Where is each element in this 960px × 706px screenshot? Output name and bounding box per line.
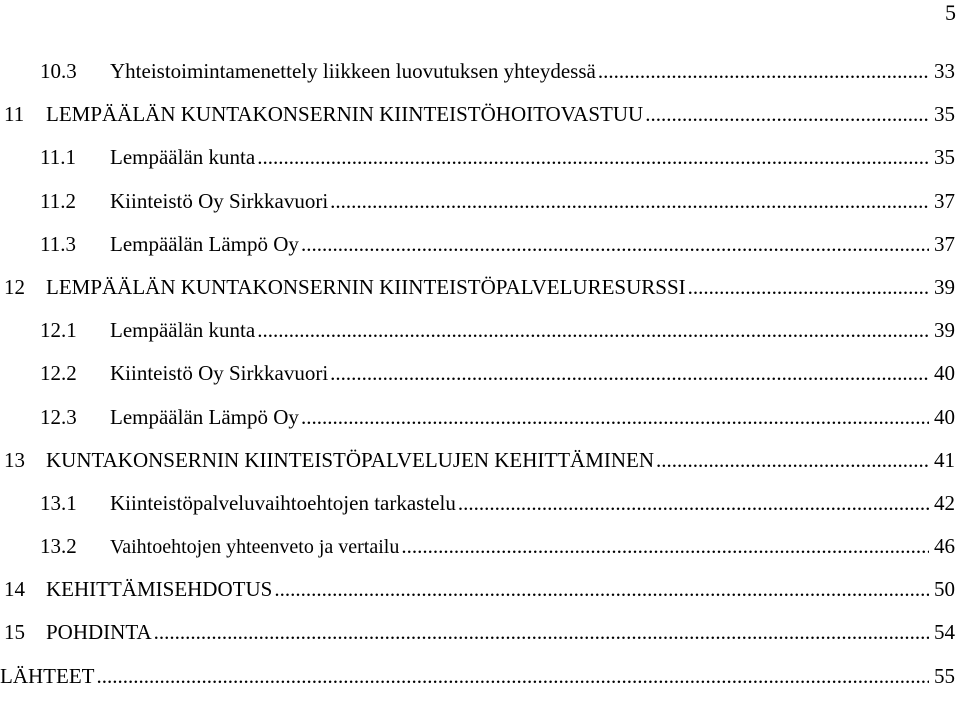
toc-entry-title: Kiinteistöpalveluvaihtoehtojen tarkastelu [110, 490, 456, 515]
dot-leader [154, 619, 929, 645]
dot-leader [257, 144, 929, 170]
toc-entry-number: 15 [4, 620, 25, 645]
toc-entry-11-2[interactable] [0, 188, 955, 231]
dot-leader [301, 404, 929, 430]
toc-entry-11-1[interactable] [0, 144, 955, 187]
toc-entry-number: 14 [4, 577, 25, 602]
toc-entry-12-1[interactable] [0, 317, 955, 360]
toc-entry-page: 37 [934, 188, 955, 213]
toc-entry-12-3[interactable] [0, 404, 955, 447]
toc-entry-number: 11.2 [40, 188, 76, 213]
toc-entry-page: 41 [934, 447, 955, 472]
toc-entry-title: Lempäälän kunta [110, 318, 256, 343]
toc-entry-15[interactable] [0, 619, 955, 662]
toc-entry-number: 13.1 [40, 490, 77, 515]
toc-entry-number: 12.3 [40, 404, 77, 429]
toc-entry-title: LEMPÄÄLÄN KUNTAKONSERNIN KIINTEISTÖHOITOVASTUU [46, 102, 644, 127]
toc-entry-page: 50 [934, 577, 955, 602]
toc-entry-page: 40 [934, 361, 955, 386]
toc-entry-number: 11 [4, 102, 25, 127]
toc-entry-number: 11.3 [40, 231, 76, 256]
dot-leader [257, 317, 929, 343]
toc-entry-number: 13 [4, 447, 25, 472]
dot-leader [330, 360, 929, 386]
toc-entry-page: 46 [934, 534, 955, 559]
toc-entry-title: Lempäälän Lämpö Oy [110, 404, 299, 429]
toc-entry-12-2[interactable] [0, 360, 955, 403]
toc-entry-title: KEHITTÄMISEHDOTUS [46, 577, 273, 602]
toc-entry-title: KUNTAKONSERNIN KIINTEISTÖPALVELUJEN KEHITTÄMINEN [46, 447, 655, 472]
dot-leader [656, 447, 929, 473]
toc-entry-number: 10.3 [40, 59, 77, 83]
toc-entry-page: 55 [934, 663, 955, 688]
toc-entry-number: 13.2 [40, 534, 77, 559]
toc-entry-page: 37 [934, 231, 955, 256]
table-of-contents [0, 58, 955, 706]
toc-entry-page: 35 [934, 145, 955, 170]
toc-entry-title: Kiinteistö Oy Sirkkavuori [110, 361, 329, 386]
dot-leader [645, 101, 929, 127]
toc-entry-11-3[interactable] [0, 231, 955, 274]
dot-leader [96, 663, 929, 689]
toc-entry-13-2[interactable] [0, 533, 955, 576]
toc-entry-title: Vaihtoehtojen yhteenveto ja vertailu [110, 536, 400, 559]
toc-entry-title: Lempäälän kunta [110, 145, 256, 170]
dot-leader [330, 188, 929, 214]
toc-entry-title: POHDINTA [46, 620, 152, 645]
toc-entry-page: 35 [934, 102, 955, 127]
toc-entry-page: 33 [934, 59, 955, 83]
dot-leader [688, 274, 929, 300]
toc-entry-13-1[interactable] [0, 490, 955, 533]
toc-entry-number: 12 [4, 274, 25, 299]
toc-entry-title: Yhteistoimintamenettely liikkeen luovutuksen yhteydessä [110, 59, 596, 83]
page-number: 5 [945, 0, 956, 25]
dot-leader [458, 490, 929, 516]
toc-entry-page: 42 [934, 490, 955, 515]
dot-leader [274, 576, 929, 602]
toc-entry-11[interactable] [0, 101, 955, 144]
toc-entry-title: Kiinteistö Oy Sirkkavuori [110, 188, 329, 213]
toc-entry-14[interactable] [0, 576, 955, 619]
toc-entry-page: 39 [934, 318, 955, 343]
toc-entry-12[interactable] [0, 274, 955, 317]
toc-entry-10-3[interactable] [0, 58, 955, 101]
toc-entry-title: LEMPÄÄLÄN KUNTAKONSERNIN KIINTEISTÖPALVELURESURSSI [46, 274, 686, 299]
toc-entry-number: 12.1 [40, 318, 77, 343]
dot-leader [401, 533, 929, 559]
toc-entry-title: LÄHTEET [0, 663, 95, 688]
dot-leader [301, 231, 929, 257]
toc-entry-number: 12.2 [40, 361, 77, 386]
dot-leader [598, 58, 929, 84]
toc-entry-title: Lempäälän Lämpö Oy [110, 231, 299, 256]
toc-entry-page: 54 [934, 620, 955, 645]
toc-entry-page: 40 [934, 404, 955, 429]
toc-entry-lahteet[interactable] [0, 663, 955, 706]
toc-entry-13[interactable] [0, 447, 955, 490]
toc-entry-number: 11.1 [40, 145, 76, 170]
toc-entry-page: 39 [934, 274, 955, 299]
